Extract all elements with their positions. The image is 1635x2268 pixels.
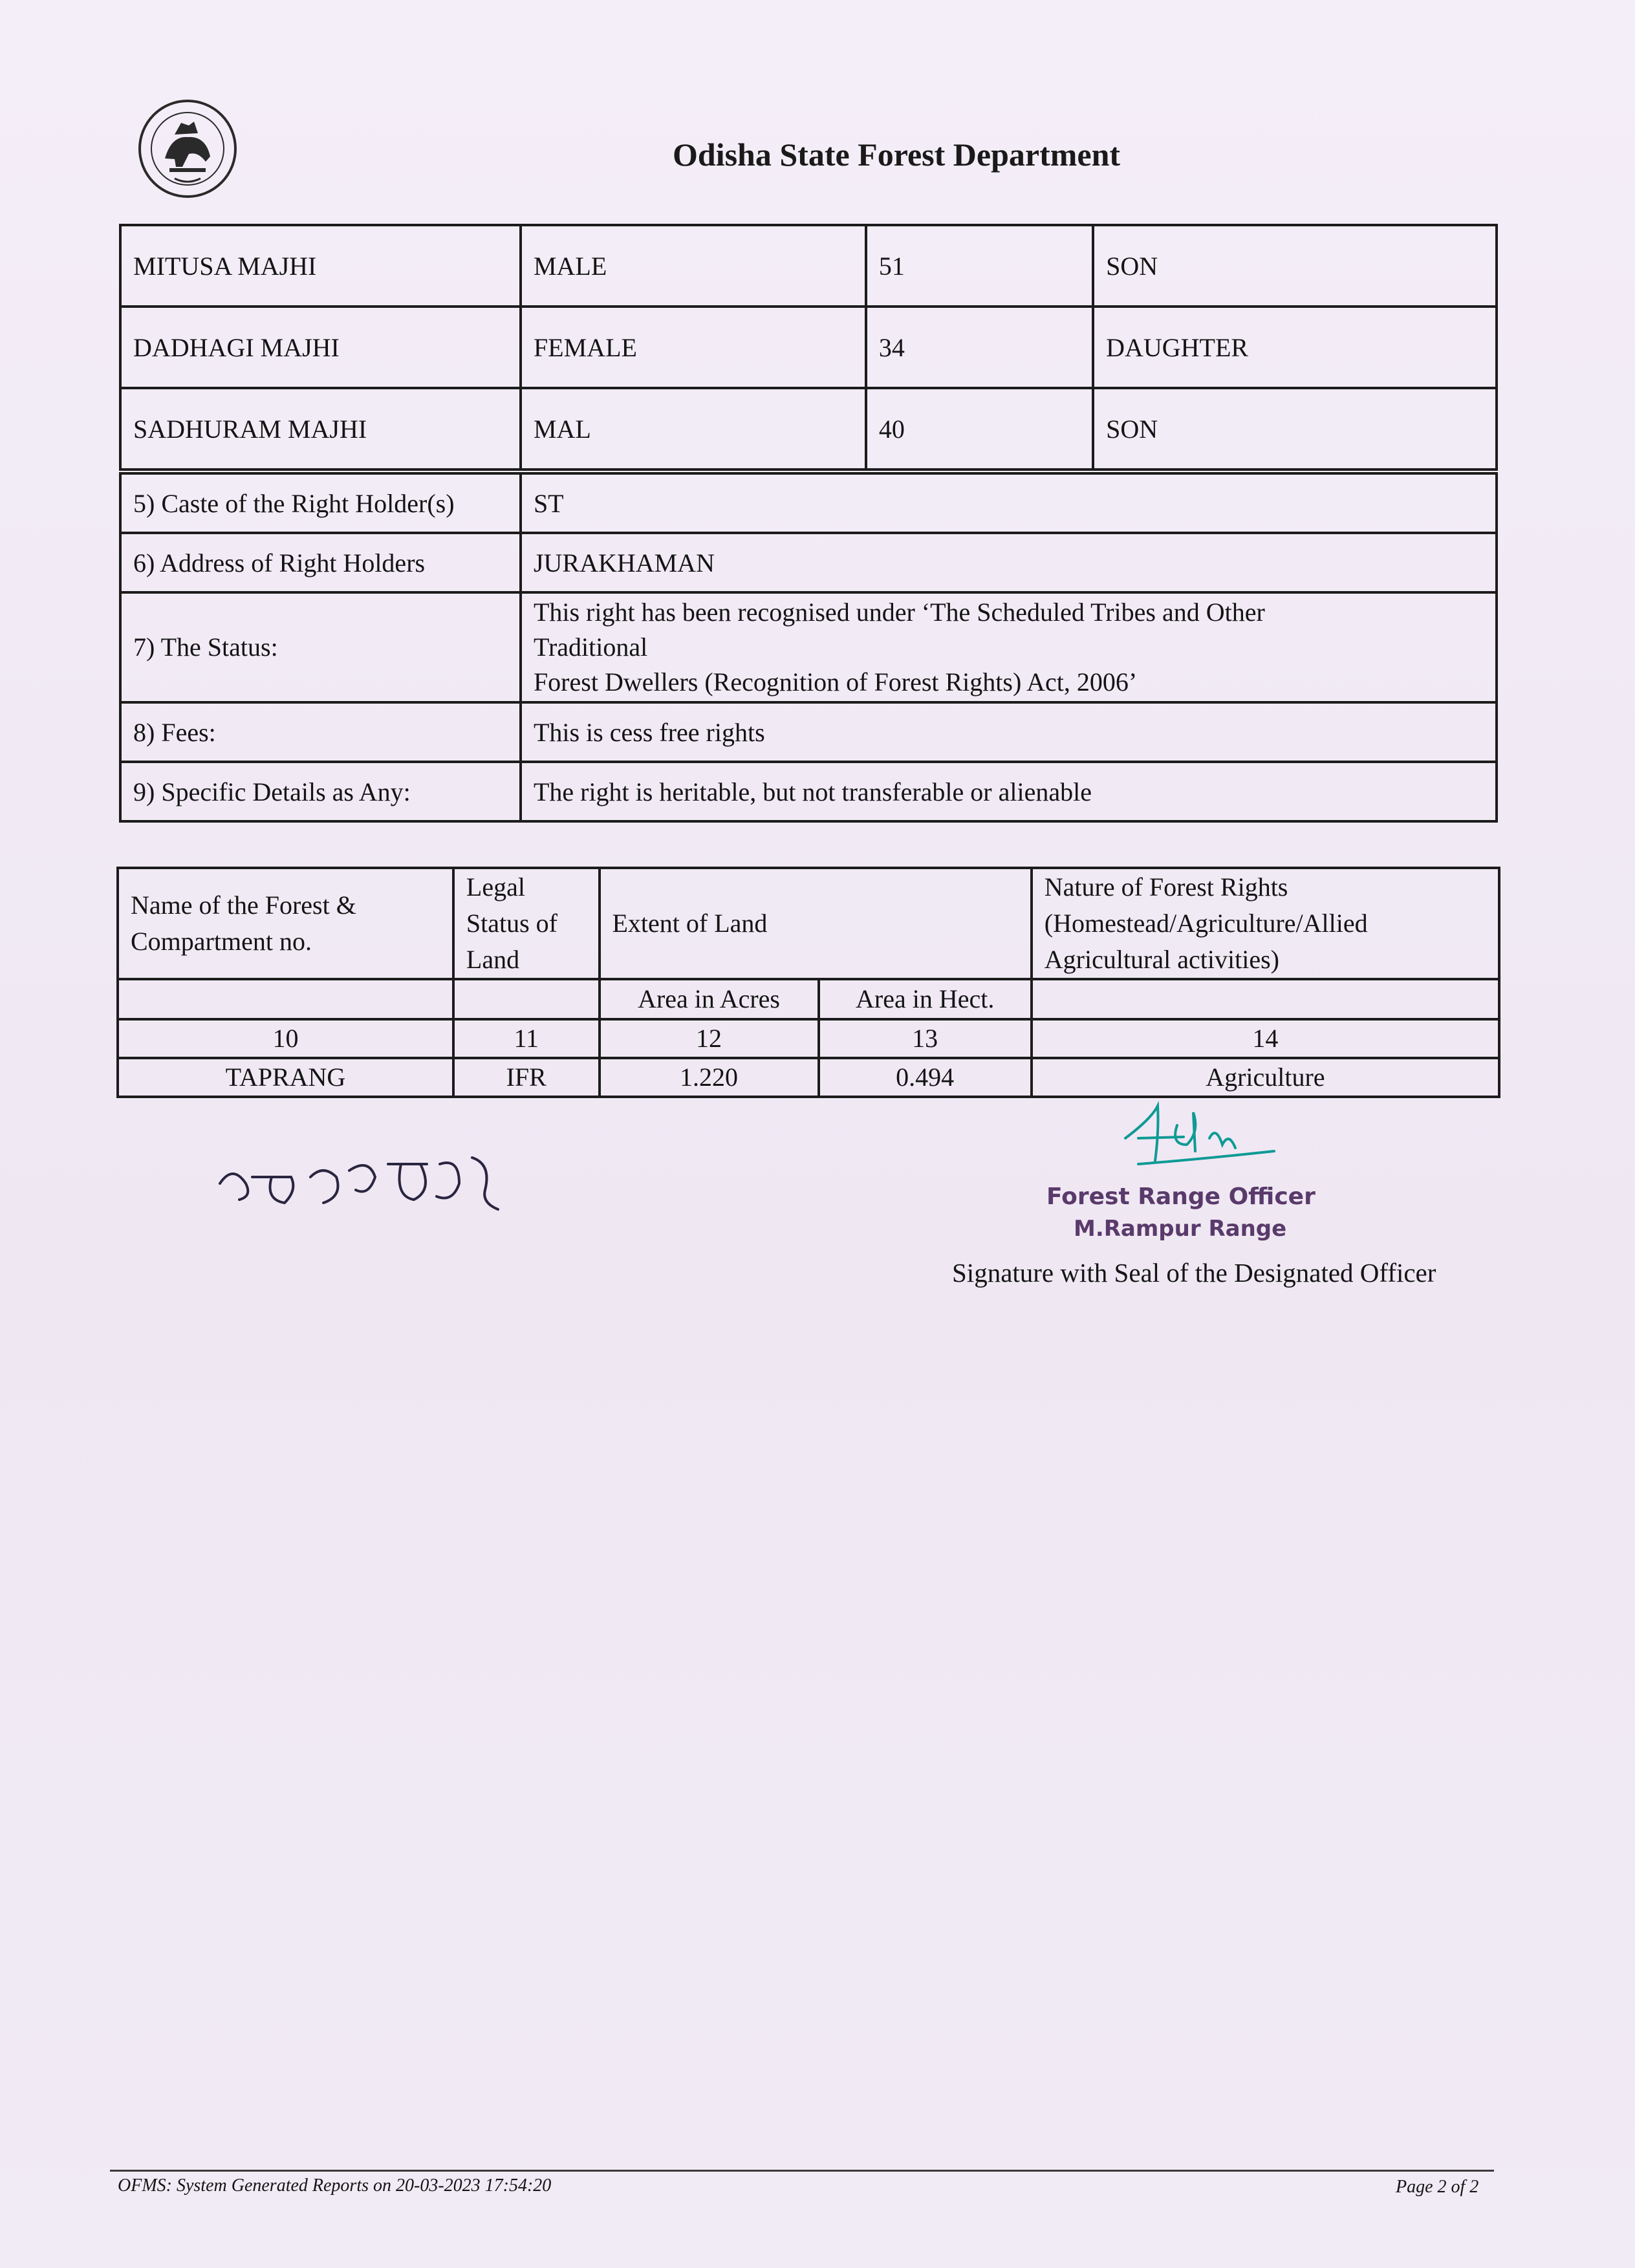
empty-cell xyxy=(1032,979,1499,1019)
column-number: 12 xyxy=(600,1019,819,1058)
officer-handwritten-signature xyxy=(1112,1099,1281,1171)
member-name: MITUSA MAJHI xyxy=(120,225,521,307)
col-header-forest: Name of the Forest & Compartment no. xyxy=(118,868,453,979)
col-header-extent: Extent of Land xyxy=(600,868,1032,979)
column-number: 11 xyxy=(453,1019,600,1058)
legal-status: IFR xyxy=(453,1058,600,1097)
member-sex: MAL xyxy=(521,388,866,470)
odisha-emblem-seal xyxy=(136,97,239,200)
officer-seal-range: M.Rampur Range xyxy=(1074,1216,1287,1242)
fees-value: This is cess free rights xyxy=(521,702,1497,762)
member-sex: FEMALE xyxy=(521,307,866,388)
area-hectares: 0.494 xyxy=(819,1058,1032,1097)
table-row xyxy=(120,762,1497,821)
member-age: 34 xyxy=(866,307,1093,388)
page-title: Odisha State Forest Department xyxy=(673,136,1121,173)
table-row xyxy=(120,388,1497,470)
fees-label: 8) Fees: xyxy=(120,702,521,762)
right-details-table xyxy=(119,472,1498,823)
sub-header-hectares: Area in Hect. xyxy=(819,979,1032,1019)
forest-name: TAPRANG xyxy=(118,1058,453,1097)
table-row xyxy=(120,592,1497,702)
area-acres: 1.220 xyxy=(600,1058,819,1097)
member-age: 51 xyxy=(866,225,1093,307)
column-number-row xyxy=(118,1019,1499,1058)
forest-land-table xyxy=(116,867,1500,1098)
member-relation: SON xyxy=(1093,225,1497,307)
table-row xyxy=(120,307,1497,388)
sub-header-acres: Area in Acres xyxy=(600,979,819,1019)
status-value xyxy=(521,592,1497,702)
member-name: SADHURAM MAJHI xyxy=(120,388,521,470)
nature-of-right: Agriculture xyxy=(1032,1058,1499,1097)
table-row xyxy=(120,473,1497,533)
table-header-row xyxy=(118,868,1499,979)
table-row xyxy=(120,533,1497,592)
member-name: DADHAGI MAJHI xyxy=(120,307,521,388)
member-age: 40 xyxy=(866,388,1093,470)
member-relation: SON xyxy=(1093,388,1497,470)
column-number: 13 xyxy=(819,1019,1032,1058)
officer-seal-title: Forest Range Officer xyxy=(1046,1183,1316,1210)
col-header-nature: Nature of Forest Rights (Homestead/Agriculture/Allied Agricultural activities) xyxy=(1032,868,1499,979)
member-sex: MALE xyxy=(521,225,866,307)
table-row xyxy=(120,702,1497,762)
specific-details-value: The right is heritable, but not transferable or alienable xyxy=(521,762,1497,821)
bleed-through-text xyxy=(854,1390,859,1414)
empty-cell xyxy=(453,979,600,1019)
footer-report-timestamp: OFMS: System Generated Reports on 20-03-2023 17:54:20 xyxy=(118,2176,552,2196)
caste-label: 5) Caste of the Right Holder(s) xyxy=(120,473,521,533)
footer-page-number: Page 2 of 2 xyxy=(1396,2177,1479,2197)
footer-divider xyxy=(110,2170,1494,2172)
address-value: JURAKHAMAN xyxy=(521,533,1497,592)
family-members-table xyxy=(119,224,1498,471)
right-holder-handwritten-signature xyxy=(213,1138,511,1216)
member-relation: DAUGHTER xyxy=(1093,307,1497,388)
table-row xyxy=(120,225,1497,307)
status-label: 7) The Status: xyxy=(120,592,521,702)
status-line: Forest Dwellers (Recognition of Forest Rights) Act, 2006’ xyxy=(533,667,1138,697)
signature-caption: Signature with Seal of the Designated Officer xyxy=(952,1258,1436,1288)
status-line: Traditional xyxy=(533,632,648,662)
table-subheader-row xyxy=(118,979,1499,1019)
specific-details-label: 9) Specific Details as Any: xyxy=(120,762,521,821)
caste-value: ST xyxy=(521,473,1497,533)
address-label: 6) Address of Right Holders xyxy=(120,533,521,592)
col-header-legal-status: Legal Status of Land xyxy=(453,868,600,979)
status-line: This right has been recognised under ‘The Scheduled Tribes and Other xyxy=(533,598,1265,627)
column-number: 14 xyxy=(1032,1019,1499,1058)
column-number: 10 xyxy=(118,1019,453,1058)
empty-cell xyxy=(118,979,453,1019)
table-row xyxy=(118,1058,1499,1097)
